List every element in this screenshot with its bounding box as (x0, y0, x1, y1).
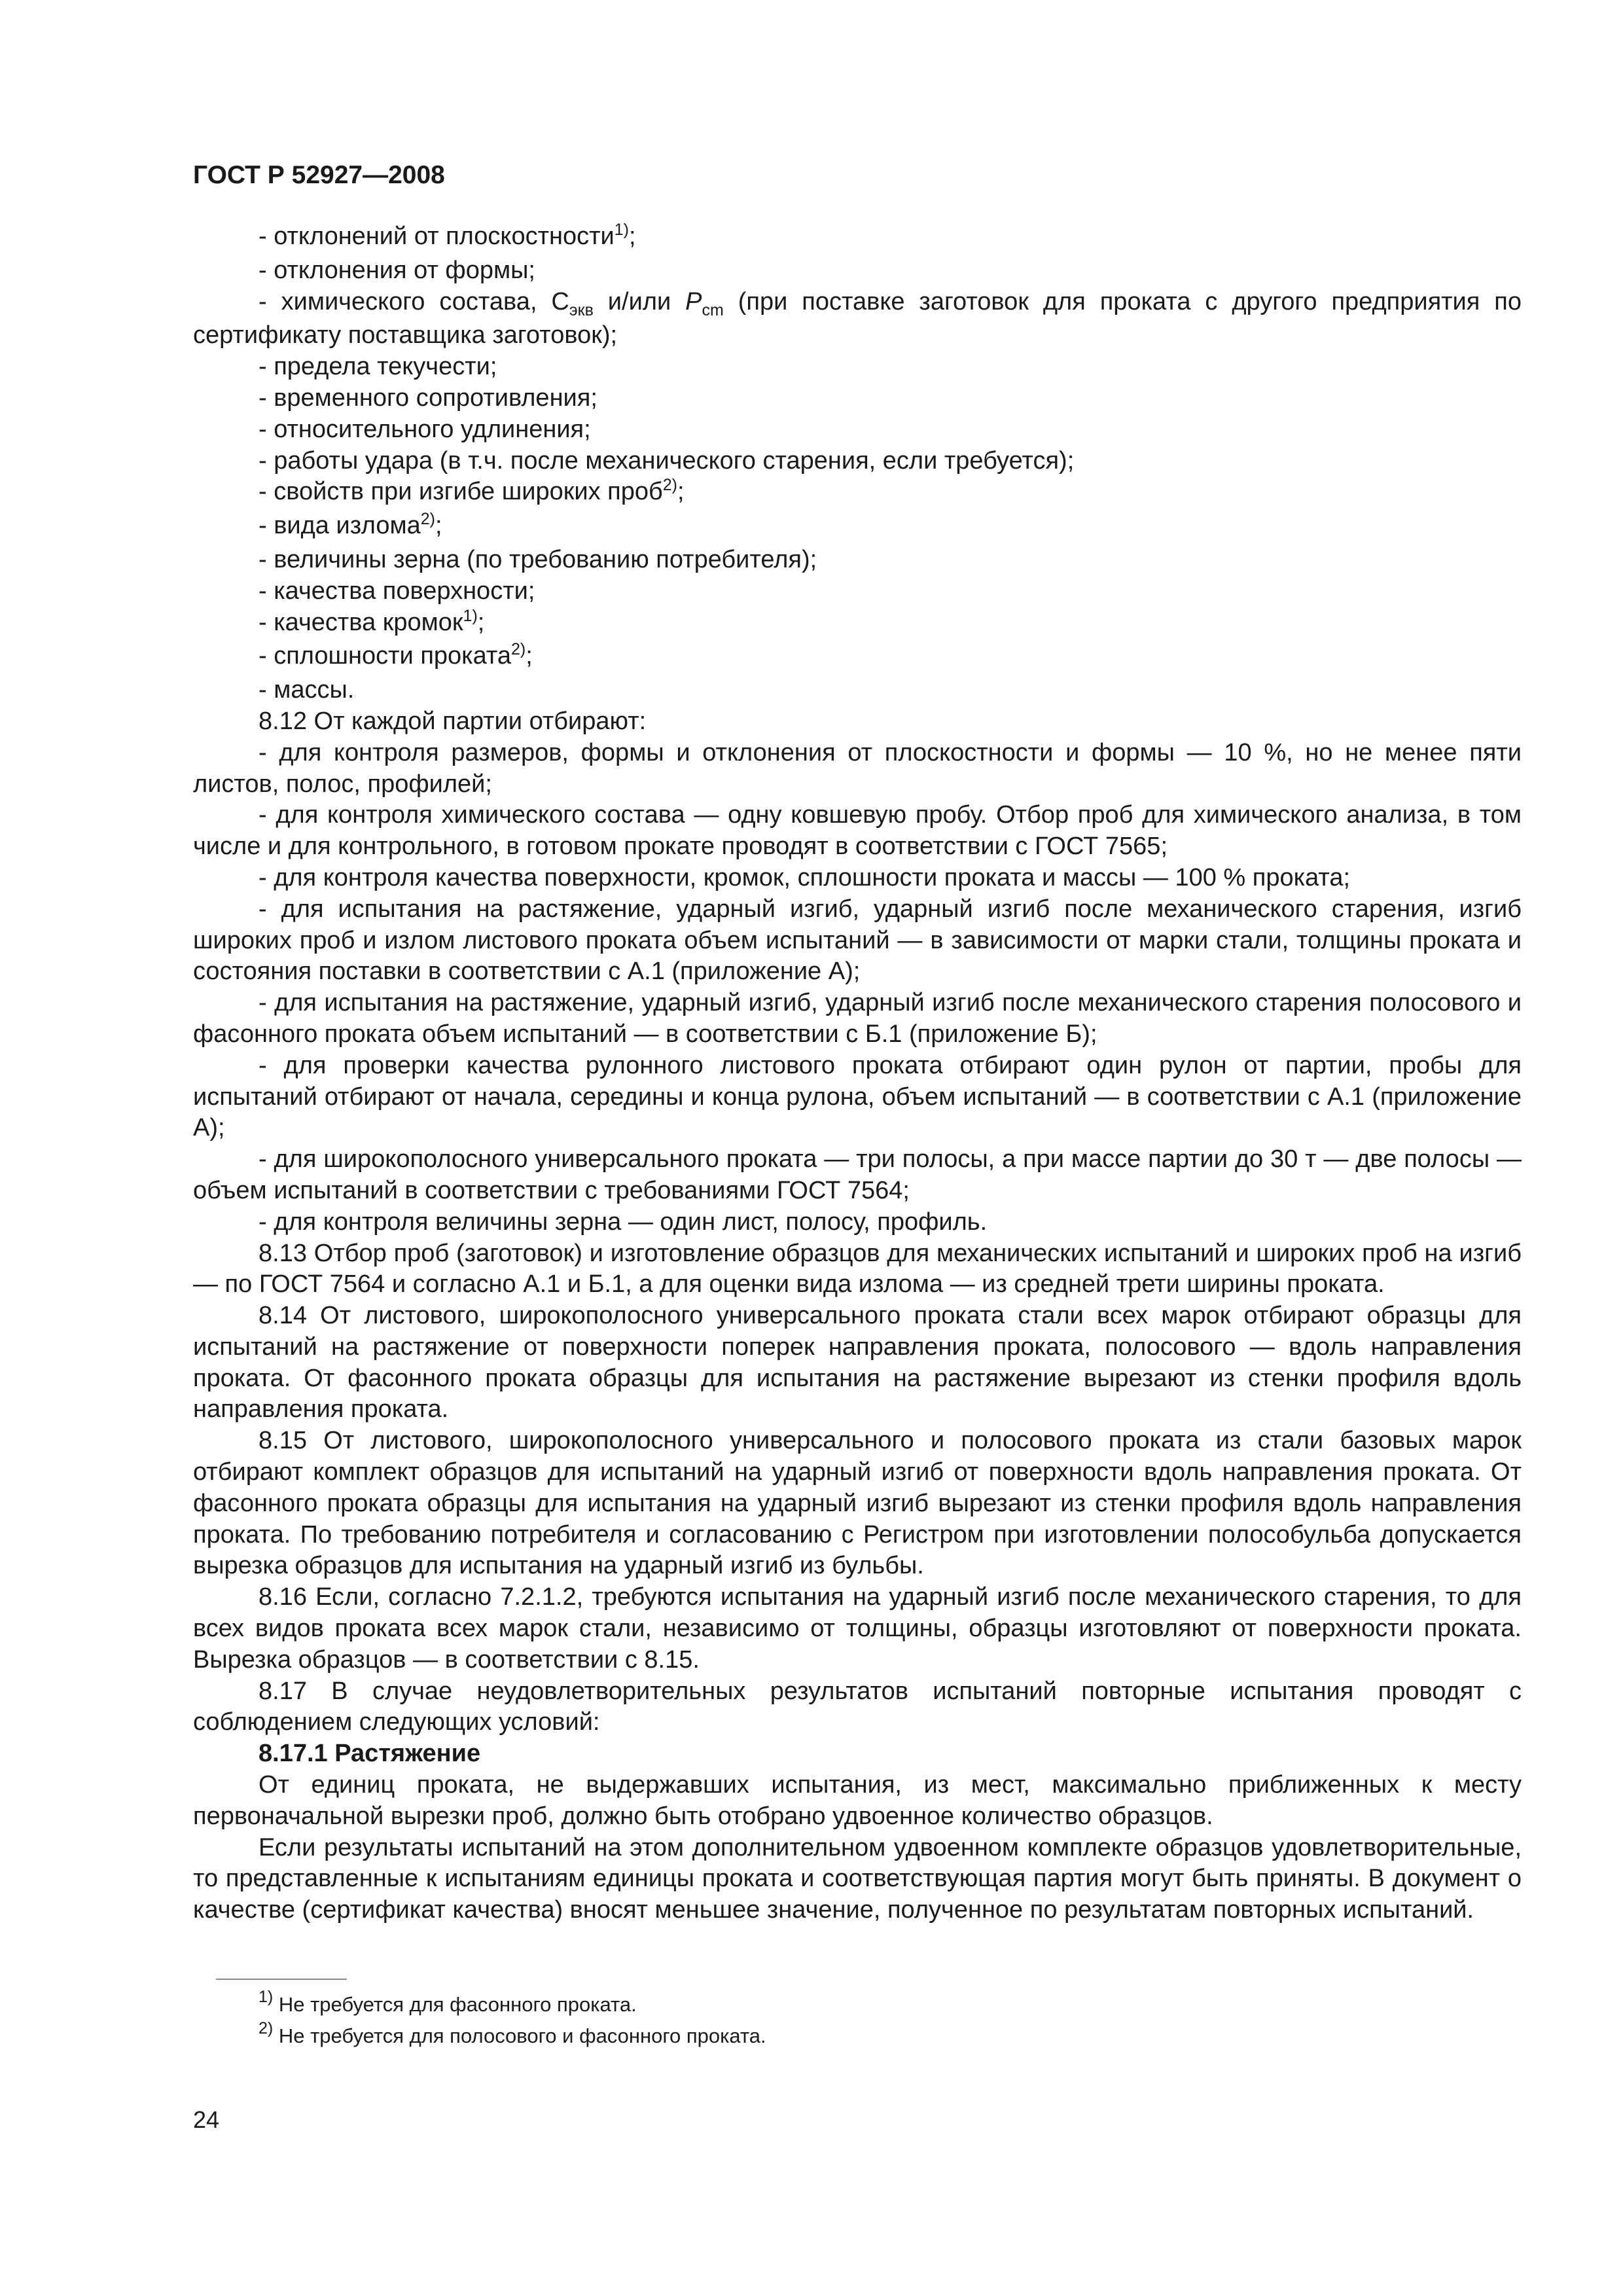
paragraph (193, 1050, 1522, 1144)
paragraph (193, 863, 1522, 894)
footnote-ref: 2) (420, 510, 435, 529)
footnote-mark: 2) (259, 2019, 274, 2037)
paragraph (193, 1144, 1522, 1207)
text-run: 8.17.1 Растяжение (259, 1740, 481, 1768)
text-run: - вида излома (259, 512, 421, 540)
text-run: - временного сопротивления; (259, 384, 597, 412)
footnote (259, 1990, 766, 2021)
text-run: - сплошности проката (259, 642, 512, 670)
text-run: ; (526, 642, 533, 670)
text-run: - для испытания на растяжение, ударный изгиб, ударный изгиб после механического старения, изгиб широких проб и излом листового проката объем испытаний — в зависимости от марки стали, толщины проката и состояния поставки в соответствии с А.1 (приложение А); (193, 895, 1522, 986)
document-header: ГОСТ Р 52927—2008 (193, 161, 445, 189)
paragraph (193, 1676, 1522, 1739)
footnote-ref: 1) (614, 221, 629, 239)
text-run: - массы. (259, 676, 355, 704)
subscript: экв (569, 300, 594, 319)
italic-symbol: P (685, 287, 702, 315)
text-run: - для широкополосного универсального проката — три полосы, а при массе партии до 30 т — две полосы — объем испытаний в соответствии с требованиями ГОСТ 7564; (193, 1145, 1522, 1204)
footnote-ref: 1) (463, 606, 478, 625)
text-run: - для испытания на растяжение, ударный изгиб, ударный изгиб после механического старения полосового и фасонного проката объем испытаний — в соответствии с Б.1 (приложение Б); (193, 989, 1522, 1048)
text-run: 8.16 Если, согласно 7.2.1.2, требуются испытания на ударный изгиб после механического старения, то для всех видов проката всех марок стали, независимо от толщины, образцы изготовляют от поверхности проката. Вырезка образцов — в соответствии с 8.15. (193, 1583, 1522, 1674)
text-run: - для контроля величины зерна — один лист, полосу, профиль. (259, 1208, 988, 1236)
text-run: - для контроля химического состава — одну ковшевую пробу. Отбор проб для химического анализа, в том числе и для контрольного, в готовом прокате проводят в соответствии с ГОСТ 7565; (193, 801, 1522, 861)
text-run: 8.17 В случае неудовлетворительных результатов испытаний повторные испытания проводят с соблюдением следующих условий: (193, 1677, 1522, 1736)
text-run: - для контроля размеров, формы и отклонения от плоскостности и формы — 10 %, но не менее пяти листов, полос, профилей; (193, 738, 1522, 798)
paragraph (193, 894, 1522, 988)
footnotes (259, 1990, 766, 2053)
text-run: (при поставке заготовок для проката с другого предприятия по сертификату поставщика заготовок); (193, 287, 1522, 350)
section-heading (193, 1738, 1522, 1770)
paragraph (193, 476, 1522, 511)
text-run: - работы удара (в т.ч. после механического старения, если требуется); (259, 446, 1075, 475)
paragraph (193, 607, 1522, 641)
text-run: 8.12 От каждой партии отбирают: (259, 707, 647, 735)
paragraph (193, 800, 1522, 863)
paragraph (193, 1238, 1522, 1301)
footnote-mark: 1) (259, 1988, 274, 2006)
paragraph (193, 1770, 1522, 1833)
text-run: - для проверки качества рулонного листового проката отбирают один рулон от партии, пробы для испытаний отбирают от начала, середины и конца рулона, объем испытаний — в соответствии с А.1 (приложение А); (193, 1051, 1522, 1142)
text-run: ; (435, 512, 442, 540)
subscript: cm (702, 300, 724, 319)
paragraph (193, 706, 1522, 738)
paragraph (193, 414, 1522, 446)
text-run: - свойств при изгибе широких проб (259, 478, 663, 506)
paragraph (193, 351, 1522, 383)
text-run: - для контроля качества поверхности, кромок, сплошности проката и массы — 100 % проката; (259, 863, 1351, 891)
text-run: - химического состава, С (259, 287, 569, 315)
text-run: 8.15 От листового, широкополосного универсального и полосового проката из стали базовых марок отбирают комплект образцов для испытаний на ударный изгиб от поверхности вдоль направления проката. От фасонного проката образцы для испытания на ударный изгиб вырезают из стенки профиля вдоль направления проката. По требованию потребителя и согласованию с Регистром при изготовлении полособульба допускается вырезка образцов для испытания на ударный изгиб из бульбы. (193, 1427, 1522, 1580)
text-run: - величины зерна (по требованию потребителя); (259, 545, 817, 573)
paragraph (193, 383, 1522, 414)
paragraph (193, 221, 1522, 255)
text-run: 8.13 Отбор проб (заготовок) и изготовление образцов для механических испытаний и широких проб на изгиб — по ГОСТ 7564 и согласно А.1 и Б.1, а для оценки вида излома — из средней трети ширины проката. (193, 1239, 1522, 1299)
text-run: ; (677, 478, 685, 506)
paragraph (193, 738, 1522, 800)
footnote-ref: 2) (511, 640, 526, 659)
text-run: - относительного удлинения; (259, 415, 591, 443)
paragraph (193, 255, 1522, 287)
text-run: и/или (593, 287, 686, 315)
paragraph (193, 511, 1522, 545)
text-run: ; (477, 608, 485, 636)
paragraph (193, 1582, 1522, 1676)
paragraph (193, 287, 1522, 352)
text-run: Если результаты испытаний на этом дополнительном удвоенном комплекте образцов удовлетворительные, то представленные к испытаниям единицы проката и соответствующая партия могут быть приняты. В документ о качестве (сертификат качества) вносят меньшее значение, полученное по результатам повторных испытаний. (193, 1833, 1522, 1924)
text-run: - качества поверхности; (259, 577, 535, 605)
text-run: - отклонений от плоскостности (259, 223, 615, 250)
paragraph (193, 446, 1522, 477)
paragraph (193, 545, 1522, 576)
text-run: - качества кромок (259, 608, 463, 636)
document-body (193, 221, 1522, 1926)
paragraph (193, 1300, 1522, 1426)
page-number: 24 (193, 2106, 220, 2133)
footnote-text: Не требуется для фасонного проката. (273, 1993, 637, 2016)
footnote (259, 2021, 766, 2053)
text-run: - отклонения от формы; (259, 256, 535, 284)
footnote-text: Не требуется для полосового и фасонного проката. (273, 2024, 766, 2047)
footnote-separator (216, 1979, 347, 1980)
text-run: ; (628, 223, 636, 250)
paragraph (193, 1207, 1522, 1238)
paragraph (193, 988, 1522, 1050)
paragraph (193, 675, 1522, 706)
paragraph (193, 576, 1522, 607)
paragraph (193, 641, 1522, 675)
footnote-ref: 2) (662, 476, 677, 495)
paragraph (193, 1833, 1522, 1926)
paragraph (193, 1426, 1522, 1582)
text-run: - предела текучести; (259, 353, 497, 381)
text-run: 8.14 От листового, широкополосного универсального проката стали всех марок отбирают образцы для испытаний на растяжение от поверхности поперек направления проката, полосового — вдоль направления проката. От фасонного проката образцы для испытания на растяжение вырезают из стенки профиля вдоль направления проката. (193, 1302, 1522, 1424)
text-run: От единиц проката, не выдержавших испытания, из мест, максимально приближенных к месту первоначальной вырезки проб, должно быть отобрано удвоенное количество образцов. (193, 1771, 1522, 1830)
